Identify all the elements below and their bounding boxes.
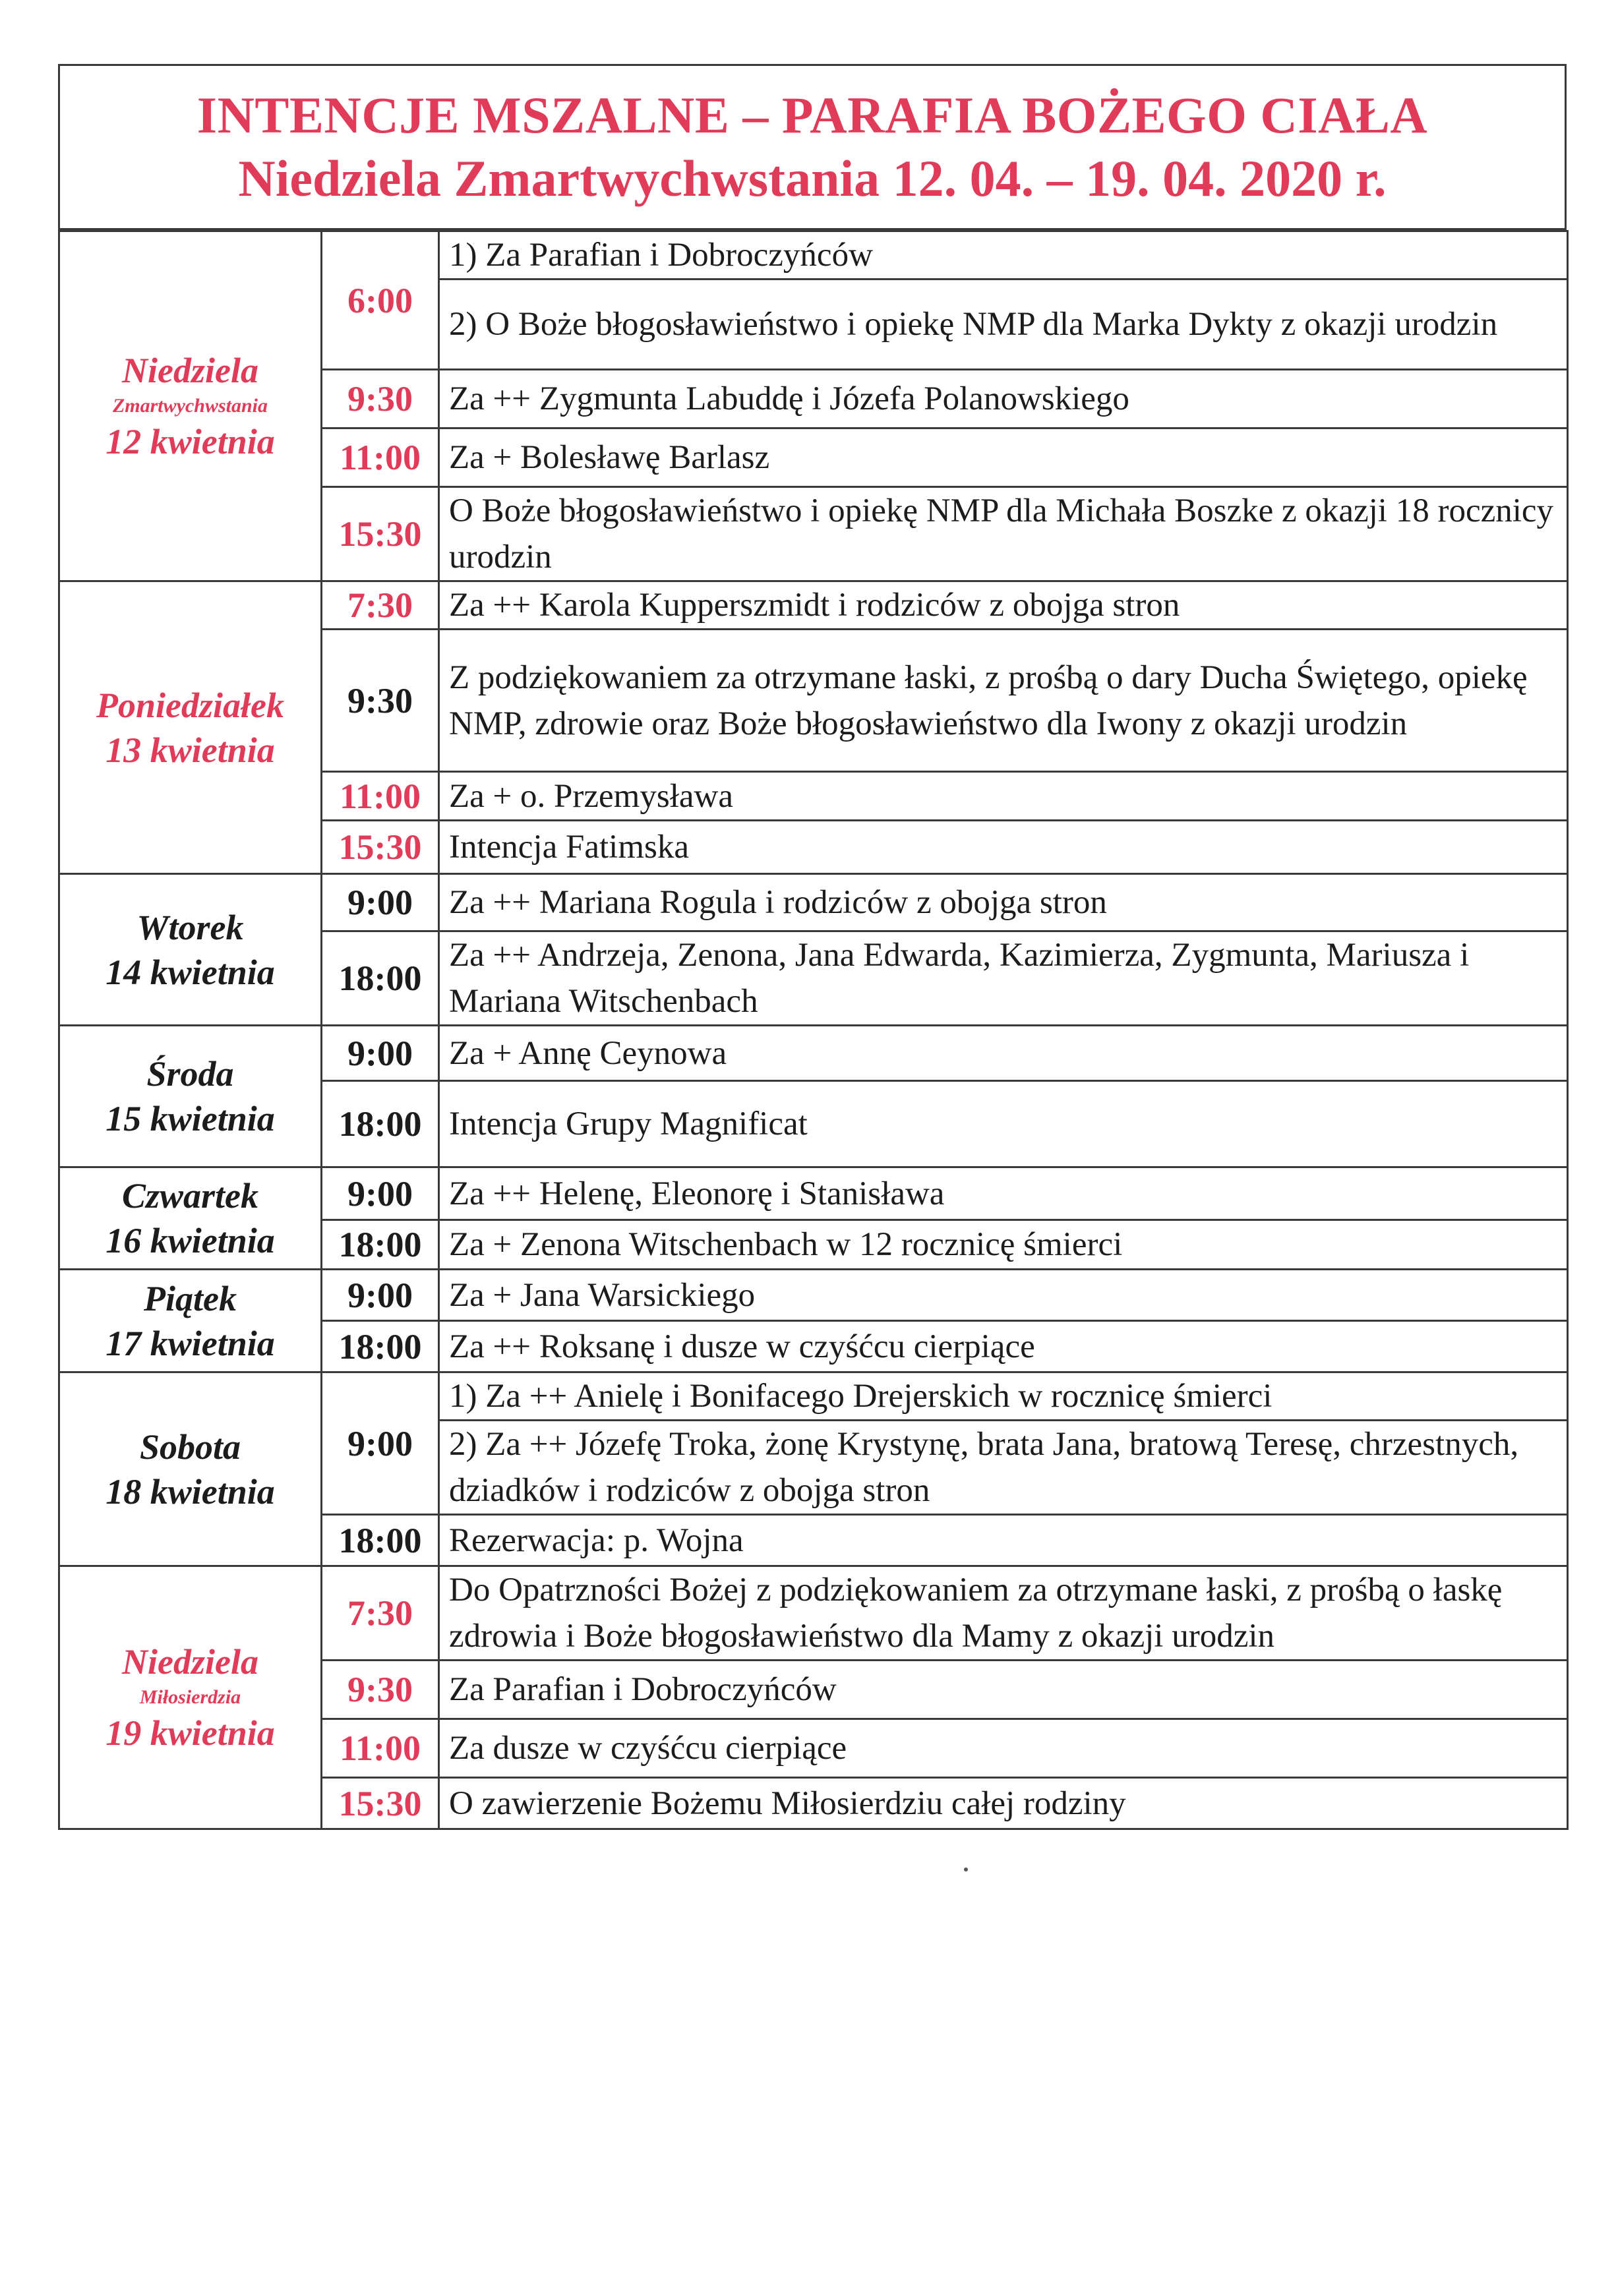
mass-time: 18:00 [322,1081,439,1167]
intention-text: Za ++ Roksanę i dusze w czyśćcu cierpiące [439,1321,1568,1372]
day-cell [59,874,322,1026]
day-cell [59,1372,322,1566]
table-row [59,1026,1568,1081]
mass-time: 9:00 [322,874,439,931]
mass-time: 7:30 [322,581,439,630]
header-box [58,64,1567,230]
table-row [59,1566,1568,1661]
day-cell [59,231,322,581]
day-cell [59,581,322,874]
mass-time: 15:30 [322,487,439,581]
intention-text: Za ++ Zygmunta Labuddę i Józefa Polanowskiego [439,370,1568,428]
table-row [59,581,1568,630]
day-cell [59,1026,322,1167]
scan-speck [964,1868,968,1871]
intention-text: O Boże błogosławieństwo i opiekę NMP dla Michała Boszke z okazji 18 rocznicy urodzin [439,487,1568,581]
day-name: Niedziela [122,1642,258,1682]
mass-time: 9:00 [322,1372,439,1515]
day-cell [59,1566,322,1829]
mass-time: 11:00 [322,772,439,821]
intention-text: Za ++ Andrzeja, Zenona, Jana Edwarda, Kazimierza, Zygmunta, Mariusza i Mariana Witschenbach [439,931,1568,1026]
mass-time: 9:00 [322,1167,439,1220]
intention-text: Za + o. Przemysława [439,772,1568,821]
intention-text: Intencja Grupy Magnificat [439,1081,1568,1167]
table-row [59,1167,1568,1220]
intention-text: Za ++ Karola Kupperszmidt i rodziców z obojga stron [439,581,1568,630]
intention-text: Za + Annę Ceynowa [439,1026,1568,1081]
intention-text: Z podziękowaniem za otrzymane łaski, z prośbą o dary Ducha Świętego, opiekę NMP, zdrowie oraz Boże błogosławieństwo dla Iwony z okazji urodzin [439,630,1568,772]
day-cell [59,1167,322,1270]
day-date: 17 kwietnia [105,1323,275,1363]
table-row [59,874,1568,931]
mass-time: 18:00 [322,1220,439,1270]
intention-text: O zawierzenie Bożemu Miłosierdziu całej rodziny [439,1778,1568,1829]
intention-text: 2) Za ++ Józefę Troka, żonę Krystynę, brata Jana, bratową Teresę, chrzestnych, dziadków i rodziców z obojga stron [439,1421,1568,1515]
intention-text: Za + Jana Warsickiego [439,1270,1568,1321]
day-cell [59,1270,322,1372]
day-date: 12 kwietnia [105,422,275,461]
table-row [59,1270,1568,1321]
day-name: Poniedziałek [96,685,284,725]
day-name: Środa [146,1054,234,1094]
intention-text: Intencja Fatimska [439,821,1568,874]
table-row [59,1372,1568,1421]
intentions-table [58,230,1569,1830]
intention-text: Za Parafian i Dobroczyńców [439,1661,1568,1719]
mass-time: 15:30 [322,1778,439,1829]
mass-time: 9:30 [322,630,439,772]
mass-intentions-sheet [58,64,1567,1830]
mass-time: 6:00 [322,231,439,370]
day-subtitle: Miłosierdzia [139,1686,241,1708]
mass-time: 9:30 [322,1661,439,1719]
mass-time: 15:30 [322,821,439,874]
page-title: INTENCJE MSZALNE – PARAFIA BOŻEGO CIAŁA [196,86,1428,144]
mass-time: 9:00 [322,1270,439,1321]
page-subtitle: Niedziela Zmartwychwstania 12. 04. – 19. 04. 2020 r. [238,150,1387,207]
table-row [59,231,1568,280]
day-name: Piątek [144,1278,237,1318]
mass-time: 9:30 [322,370,439,428]
intention-text: 1) Za Parafian i Dobroczyńców [439,231,1568,280]
mass-time: 18:00 [322,1515,439,1566]
day-date: 15 kwietnia [105,1099,275,1138]
day-name: Czwartek [121,1176,259,1216]
day-name: Niedziela [122,351,258,390]
day-subtitle: Zmartwychwstania [112,395,268,417]
intention-text: Rezerwacja: p. Wojna [439,1515,1568,1566]
intention-text: Do Opatrzności Bożej z podziękowaniem za otrzymane łaski, z prośbą o łaskę zdrowia i Boże błogosławieństwo dla Mamy z okazji urodzin [439,1566,1568,1661]
mass-time: 7:30 [322,1566,439,1661]
mass-time: 9:00 [322,1026,439,1081]
mass-time: 18:00 [322,1321,439,1372]
day-name: Wtorek [136,907,244,947]
mass-time: 18:00 [322,931,439,1026]
intention-text: Za + Zenona Witschenbach w 12 rocznicę śmierci [439,1220,1568,1270]
mass-time: 11:00 [322,428,439,487]
day-date: 18 kwietnia [105,1471,275,1512]
day-date: 16 kwietnia [105,1221,275,1260]
day-date: 13 kwietnia [105,730,275,770]
mass-time: 11:00 [322,1719,439,1778]
day-name: Sobota [139,1427,241,1467]
intention-text: Za ++ Mariana Rogula i rodziców z obojga stron [439,874,1568,931]
intention-text: Za + Bolesławę Barlasz [439,428,1568,487]
day-date: 14 kwietnia [105,952,275,992]
intention-text: Za ++ Helenę, Eleonorę i Stanisława [439,1167,1568,1220]
day-date: 19 kwietnia [105,1713,275,1753]
intention-text: 2) O Boże błogosławieństwo i opiekę NMP dla Marka Dykty z okazji urodzin [439,280,1568,370]
intention-text: Za dusze w czyśćcu cierpiące [439,1719,1568,1778]
intention-text: 1) Za ++ Anielę i Bonifacego Drejerskich w rocznicę śmierci [439,1372,1568,1421]
